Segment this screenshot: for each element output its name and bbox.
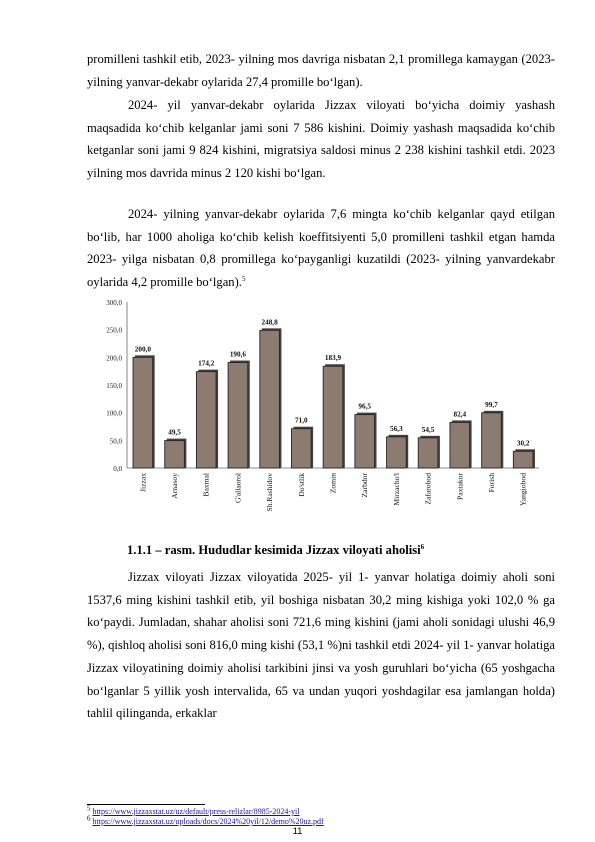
bar: [418, 438, 438, 468]
bar-value-label: 54,5: [421, 425, 435, 434]
category-label: G'allaorol: [233, 473, 243, 504]
bar: [450, 422, 470, 468]
bar: [291, 429, 311, 468]
figure-caption: [127, 543, 424, 558]
footnote-5-link[interactable]: https://www.jizzaxstat.uz/uz/default/press-relizlar/8985-2024-yil: [92, 807, 300, 816]
category-label: Paxtakor: [455, 473, 465, 500]
category-label: Mirzacho'l: [391, 473, 401, 506]
category-label: Zarbdor: [360, 473, 370, 498]
footnote-ref-6: 6: [420, 542, 425, 551]
population-bar-chart: [87, 294, 555, 526]
category-label: Jizzax: [138, 473, 148, 492]
category-label: Baxmal: [201, 473, 211, 497]
bar-value-label: 30,2: [516, 439, 530, 448]
y-tick-label: 250,0: [106, 326, 122, 335]
y-tick-label: 0,0: [113, 465, 122, 473]
page-number: 11: [292, 826, 303, 837]
category-label: Zomin: [328, 473, 338, 494]
paragraph-1: [87, 48, 555, 93]
bar: [323, 366, 343, 468]
y-tick-label: 300,0: [106, 299, 122, 307]
category-label: Yangiobod: [518, 473, 528, 506]
y-tick-label: 150,0: [106, 382, 122, 390]
bar: [165, 441, 185, 468]
category-label: Do'stlik: [296, 473, 306, 497]
bar: [355, 415, 375, 468]
paragraph-2: [87, 94, 555, 185]
bar-value-label: 71,0: [295, 416, 308, 425]
footnote-6-link[interactable]: https://www.jizzaxstat.uz/uploads/docs/2024%20yil/12/demo%20uz.pdf: [92, 817, 324, 826]
bar-value-label: 200,0: [134, 345, 151, 354]
bar-value-label: 82,4: [453, 410, 467, 419]
footnote-6-number: 6: [87, 814, 91, 823]
footnote-ref-5: 5: [241, 274, 246, 283]
bar: [260, 330, 280, 468]
bar: [482, 413, 502, 468]
y-tick-label: 100,0: [106, 409, 122, 418]
bar: [196, 372, 216, 468]
bar-value-label: 56,3: [390, 424, 403, 433]
bar-value-label: 174,2: [198, 359, 215, 368]
paragraph-4: [87, 566, 555, 725]
paragraph-3: [87, 203, 555, 294]
bar-value-label: 96,5: [358, 402, 371, 411]
category-label: Zafarobod: [423, 473, 433, 505]
paragraph-1-text: promilleni tashkil etib, 2023- yilning mos davriga nisbatan 2,1 promillega kamaygan (2023- yilning yanvar-dekabr oylarida 27,4 promille bo‘lgan).: [87, 52, 555, 89]
y-tick-label: 50,0: [109, 437, 122, 446]
figure-caption-text: 1.1.1 – rasm. Hududlar kesimida Jizzax viloyati aholisi: [127, 543, 421, 557]
bar: [387, 437, 407, 468]
bar-value-label: 190,6: [229, 350, 247, 359]
bar-value-label: 49,5: [168, 428, 181, 437]
footnote-5: [87, 804, 300, 817]
bar: [133, 357, 153, 468]
footnote-5-number: 5: [87, 804, 91, 813]
bar-value-label: 248,8: [261, 318, 278, 327]
paragraph-2-text: 2024- yil yanvar-dekabr oylarida Jizzax viloyati bo‘yicha doimiy yashash maqsadida ko‘chib kelganlar jami soni 7 586 kishini. Doimiy yashash maqsadida ko‘chib ketganlar soni jami 9 824 kishini, migratsiya saldosi minus 2 238 kishini tashkil etdi. 2023 yilning mos davrida minus 2 120 kishi bo‘lgan.: [87, 98, 555, 181]
y-tick-label: 200,0: [106, 354, 122, 363]
paragraph-3-text: 2024- yilning yanvar-dekabr oylarida 7,6 mingta ko‘chib kelganlar qayd etilgan bo‘lib, har 1000 aholiga ko‘chib kelish koeffitsiyenti 5,0 promilleni tashkil etgan hamda 2023- yilga nisbatan 0,8 promillega ko‘payganligi kuzatildi (2023- yilning yanvardekabr oylarida 4,2 promille bo‘lgan).: [87, 207, 555, 290]
bar-value-label: 183,9: [324, 354, 342, 363]
footnote-separator: [87, 804, 205, 805]
category-label: Arnasoy: [170, 473, 180, 499]
bar-value-label: 99,7: [485, 400, 498, 409]
bar: [228, 363, 248, 468]
category-label: Sh.Rashidov: [265, 473, 275, 512]
paragraph-4-text: Jizzax viloyati Jizzax viloyatida 2025- yil 1- yanvar holatiga doimiy aholi soni 1537,6 ming kishini tashkil etib, yil boshiga nisbatan 30,2 ming kishiga yoki 102,0 % ga ko‘paydi. Jumladan, shahar aholisi soni 721,6 ming kishini (jami aholi sonidagi ulushi 46,9 %), qishloq aholisi soni 816,0 ming kishi (53,1 %)ni tashkil etdi 2024- yil 1- yanvar holatiga Jizzax viloyatining doimiy aholisi tarkibini jinsi va yosh guruhlari bo‘yicha (65 yoshgacha bo‘lganlar 5 yillik yosh intervalida, 65 va undan yuqori yoshdagilar esa jamlangan holda) tahlil qilinganda, erkaklar: [87, 570, 555, 721]
category-label: Forish: [486, 473, 496, 493]
bar: [513, 451, 533, 468]
